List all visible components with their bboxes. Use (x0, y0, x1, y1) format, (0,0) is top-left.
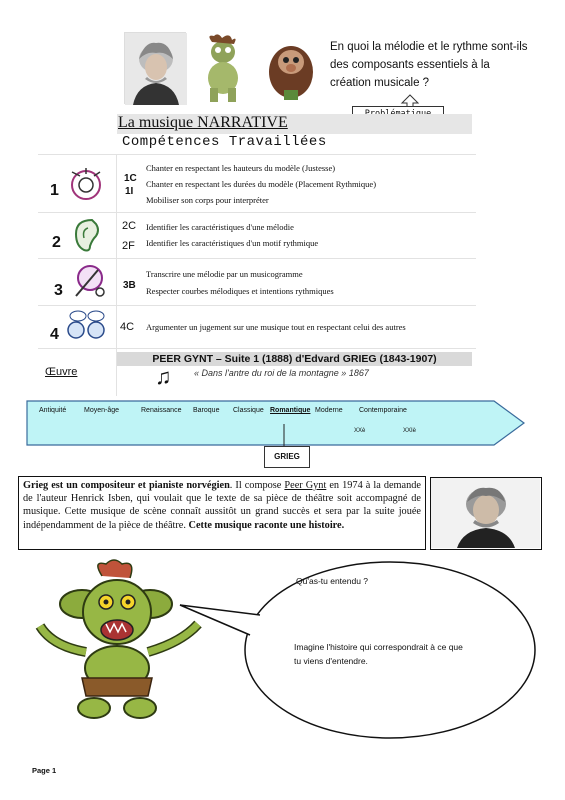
ear-icon (70, 216, 104, 254)
era-label: Baroque (193, 407, 220, 414)
era-label: Renaissance (141, 407, 182, 414)
competence-number: 2 (52, 234, 61, 251)
competence-line: Identifier les caractéristiques d'une mélodie (146, 222, 294, 232)
competence-code: 3B (123, 280, 136, 291)
singing-icon (66, 166, 106, 204)
competence-line: Identifier les caractéristiques d'un motif rythmique (146, 238, 319, 248)
grieg-photo-small (124, 32, 186, 104)
competence-code: 2C (122, 220, 137, 232)
biography-text: Grieg est un compositeur et pianiste norvégien. Il compose Peer Gynt en 1974 à la demande de l'auteur Henrick Isben, qui voulait que le texte de sa pièce de théâtre soit accompagné de musique. Cette musique de scène connaît aussitôt un grand succès et sera par la suite jouée indépendamment de la pièce de théâtre. Cette musique raconte une histoire. (18, 476, 426, 550)
competence-code: 1C (124, 173, 137, 184)
competence-line: Mobiliser son corps pour interpréter (146, 195, 269, 205)
competence-line: Chanter en respectant les hauteurs du modèle (Justesse) (146, 163, 336, 173)
problematique-question: En quoi la mélodie et le rythme sont-ils des composants essentiels à la création musicale ? (330, 41, 528, 89)
century-label: XXIè (403, 428, 417, 434)
grieg-portrait (430, 477, 542, 550)
bubble-question-imagine: Imagine l'histoire qui correspondrait à ce que tu viens d'entendre. (294, 642, 463, 666)
competence-number: 3 (54, 282, 63, 299)
timeline-marker-label: GRIEG (264, 446, 310, 468)
troll-cartoon (22, 556, 222, 724)
competence-line: Argumenter un jugement sur une musique tout en respectant celui des autres (146, 322, 406, 332)
oeuvre-label: Œuvre (45, 366, 78, 378)
competence-line: Respecter courbes mélodiques et intentions rythmiques (146, 286, 334, 296)
discussion-icon (64, 308, 108, 346)
competence-number: 1 (50, 182, 59, 199)
competence-code: 4C (120, 321, 135, 333)
era-label: Moyen-âge (84, 407, 120, 414)
troll-with-beard-illustration (260, 32, 322, 104)
music-note-icon: ♫ (155, 364, 172, 389)
page-title: La musique NARRATIVE (118, 114, 288, 131)
era-label: Moderne (315, 407, 343, 414)
era-label: Classique (233, 407, 264, 414)
competence-number: 4 (50, 326, 59, 343)
composing-icon (72, 262, 108, 300)
century-label: XXè (354, 428, 366, 434)
era-label: Contemporaine (359, 407, 407, 414)
oeuvre-title: PEER GYNT – Suite 1 (1888) d'Edvard GRIEG (1843-1907) (152, 353, 437, 365)
page-number: Page 1 (32, 766, 57, 775)
oeuvre-subtitle: « Dans l'antre du roi de la montagne » 1867 (194, 368, 369, 378)
bubble-question-heard: Qu'as-tu entendu ? (296, 576, 369, 586)
competence-code: 1I (125, 186, 134, 197)
competence-code: 2F (122, 240, 135, 252)
competences-heading: Compétences Travaillées (122, 134, 327, 150)
competence-line: Chanter en respectant les durées du modèle (Placement Rythmique) (146, 179, 377, 189)
era-label: Antiquité (39, 407, 67, 414)
era-label-highlighted: Romantique (270, 407, 311, 414)
competence-line: Transcrire une mélodie par un musicogramme (146, 269, 303, 279)
troll-illustration (192, 32, 254, 104)
